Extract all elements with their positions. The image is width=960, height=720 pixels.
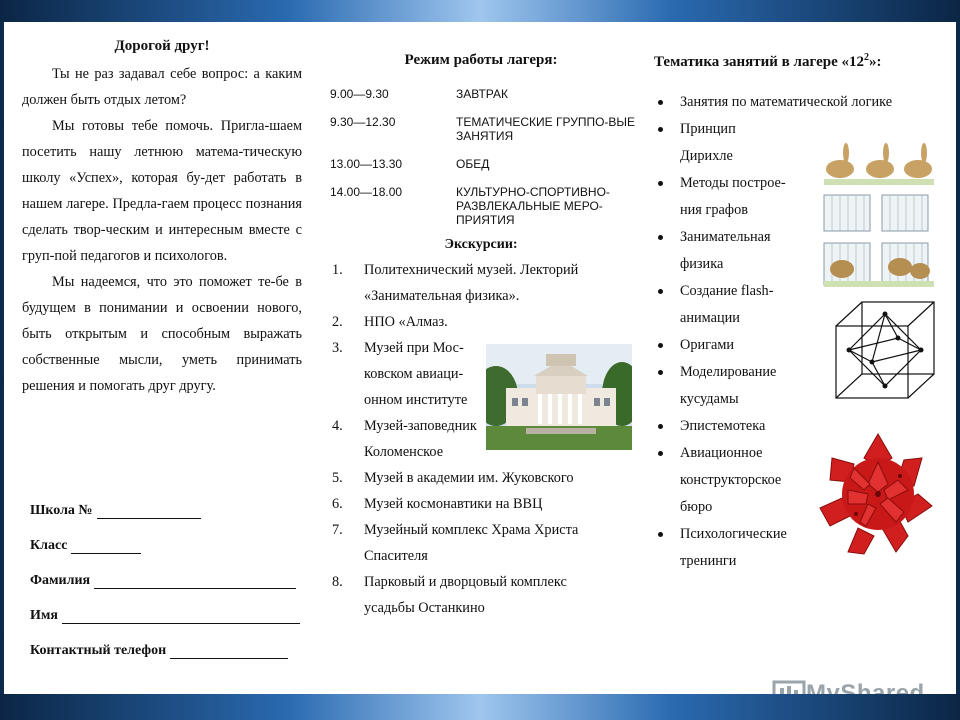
letter-body	[22, 61, 302, 399]
excursion-text: Музейный комплекс Храма Христа Спасителя	[364, 522, 579, 564]
phone-label: Контактный телефон	[30, 643, 167, 658]
schedule-row	[326, 157, 636, 171]
topic-text: Занятия по математической логике	[680, 94, 893, 110]
surname-label: Фамилия	[30, 573, 91, 588]
surname-field	[30, 554, 320, 589]
topic-text: Моделирование кусудамы	[680, 364, 777, 407]
schedule-row	[326, 87, 636, 101]
excursion-text: Музей в академии им. Жуковского	[364, 470, 574, 486]
schedule-column	[326, 52, 636, 621]
schedule-activity: ТЕМАТИЧЕСКИЕ ГРУППО-ВЫЕ ЗАНЯТИЯ	[456, 115, 636, 143]
topics-title	[654, 52, 954, 71]
school-field	[30, 484, 320, 519]
school-label: Школа №	[30, 503, 93, 518]
topic-text: Эпистемотека	[680, 418, 766, 434]
polyhedron-image	[830, 298, 940, 406]
letter-paragraph: Ты не раз задавал себе вопрос: а каким должен быть отдых летом?	[22, 66, 302, 108]
excursion-item	[326, 517, 636, 569]
excursion-item	[326, 309, 636, 335]
excursion-number: 4.	[332, 418, 343, 434]
excursion-text: Музей-заповедник Коломенское	[364, 418, 477, 460]
excursion-text: Политехнический музей. Лекторий «Занимательная физика».	[364, 262, 579, 304]
bullet-icon	[654, 332, 680, 359]
letter-paragraph: Мы надеемся, что это поможет те-бе в будущем в понимании и освоении нового, быть открытым и способным выражать собственные мысли, уметь принимать решения и помогать друг другу.	[22, 274, 302, 394]
excursion-number: 6.	[332, 496, 343, 512]
excursion-text: Музей при Мос-ковском авиаци-онном институте	[364, 340, 468, 408]
bullet-icon	[654, 440, 680, 521]
topic-text: Методы построе-ния графов	[680, 175, 786, 218]
schedule-time: 9.30—12.30	[330, 115, 396, 129]
topics-title-suffix: »:	[868, 54, 882, 70]
surname-line[interactable]	[94, 572, 296, 589]
schedule-activity: КУЛЬТУРНО-СПОРТИВНО-РАЗВЛЕКАЛЬНЫЕ МЕРО-ПРИЯТИЯ	[456, 185, 610, 227]
excursion-number: 3.	[332, 340, 343, 356]
excursion-item	[326, 569, 636, 621]
excursion-number: 2.	[332, 314, 343, 330]
excursion-text: Музей космонавтики на ВВЦ	[364, 496, 543, 512]
excursion-text: Парковый и дворцовый комплекс усадьбы Останкино	[364, 574, 567, 616]
excursion-number: 8.	[332, 574, 343, 590]
bullet-icon	[654, 359, 680, 413]
bullet-icon	[654, 170, 680, 224]
schedule-title: Режим работы лагеря:	[404, 52, 558, 68]
excursions-title: Экскурсии:	[444, 237, 518, 252]
schedule-row	[326, 185, 636, 227]
schedule-time: 14.00—18.00	[330, 185, 403, 199]
bullet-icon	[654, 224, 680, 278]
topic-text: Авиационное конструкторское бюро	[680, 445, 782, 515]
schedule-row	[326, 115, 636, 143]
brochure-page	[4, 22, 956, 694]
class-line[interactable]	[71, 537, 141, 554]
name-label: Имя	[30, 608, 58, 623]
schedule-table	[326, 87, 636, 227]
class-field	[30, 519, 320, 554]
letter-column	[22, 38, 302, 399]
schedule-activity: ОБЕД	[456, 157, 490, 171]
topic-text: Психологические тренинги	[680, 526, 787, 569]
excursion-text: НПО «Алмаз.	[364, 314, 448, 330]
schedule-time: 9.00—9.30	[330, 87, 389, 101]
phone-field	[30, 624, 320, 659]
excursion-item	[326, 491, 636, 517]
kusudama-flower-image	[812, 428, 944, 560]
topics-title-sup: 2	[863, 52, 869, 63]
excursion-number: 7.	[332, 522, 343, 538]
schedule-time: 13.00—13.30	[330, 157, 403, 171]
school-line[interactable]	[97, 502, 201, 519]
topic-item	[654, 89, 954, 116]
excursion-item	[326, 257, 636, 309]
name-field	[30, 589, 320, 624]
schedule-activity: ЗАВТРАК	[456, 87, 508, 101]
class-label: Класс	[30, 538, 68, 553]
top-frame-bar	[0, 0, 960, 22]
excursion-number: 5.	[332, 470, 343, 486]
rabbits-in-cages-image	[820, 139, 938, 291]
topic-text: Принцип Дирихле	[680, 121, 736, 164]
museum-building-image	[486, 344, 632, 450]
topic-text: Создание flash-анимации	[680, 283, 774, 326]
excursion-item	[326, 465, 636, 491]
bottom-frame-bar	[0, 694, 960, 720]
topic-text: Оригами	[680, 337, 735, 353]
bullet-icon	[654, 116, 680, 170]
excursion-number: 1.	[332, 262, 343, 278]
topics-title-prefix: Тематика занятий в лагере «12	[654, 54, 864, 70]
letter-paragraph: Мы готовы тебе помочь. Пригла-шаем посетить нашу летнюю матема-тическую школу «Успех», которая бу-дет работать в нашем лагере. Предла-гаем процесс познания сделать твор-ческим и интересным вместе с груп-пой педагогов и психологов.	[22, 118, 302, 264]
topic-text: Занимательная физика	[680, 229, 771, 272]
bullet-icon	[654, 413, 680, 440]
bullet-icon	[654, 521, 680, 575]
letter-title: Дорогой друг!	[114, 38, 210, 54]
name-line[interactable]	[62, 607, 300, 624]
registration-form	[30, 484, 320, 659]
bullet-icon	[654, 89, 680, 116]
phone-line[interactable]	[170, 642, 288, 659]
bullet-icon	[654, 278, 680, 332]
